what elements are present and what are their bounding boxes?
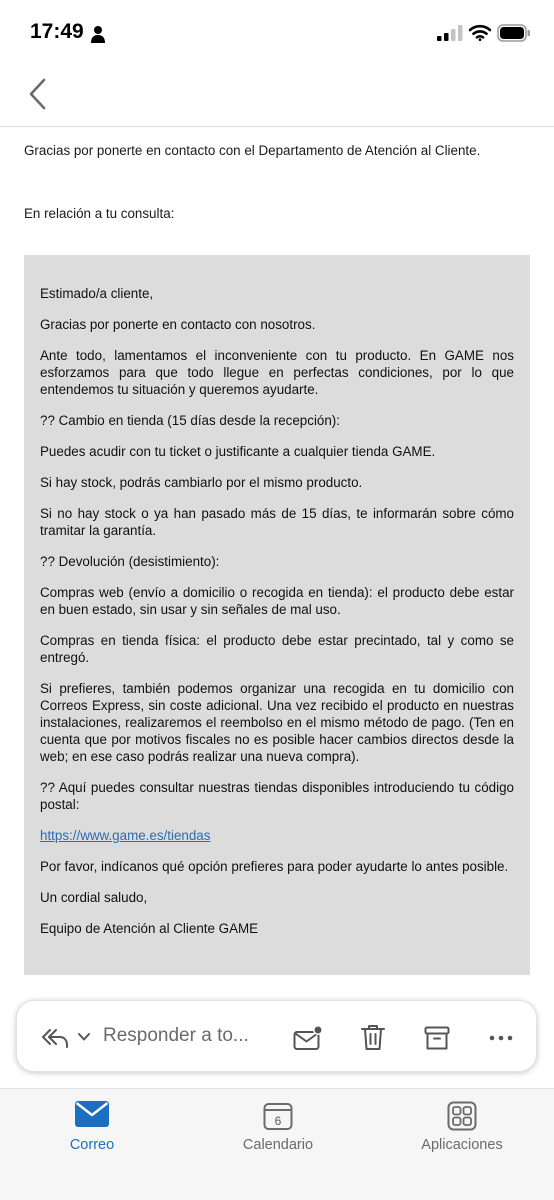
reply-action-bar (16, 1000, 537, 1072)
email-consulta-line: En relación a tu consulta: (24, 206, 175, 221)
tab-mail[interactable] (40, 1089, 144, 1200)
quote-paragraph: Gracias por ponerte en contacto con nosotros. (40, 317, 316, 332)
chevron-down-icon[interactable] (77, 1031, 91, 1043)
back-chevron-icon (24, 76, 58, 112)
wifi-icon (469, 24, 491, 41)
quote-paragraph: Un cordial saludo, (40, 890, 148, 905)
quote-paragraph: Puedes acudir con tu ticket o justificante a cualquier tienda GAME. (40, 444, 436, 459)
tab-calendar[interactable] (226, 1089, 330, 1200)
quote-paragraph: ?? Cambio en tienda (15 días desde la recepción): (40, 413, 340, 428)
reply-all-icon[interactable] (41, 1027, 69, 1049)
quote-paragraph: Si no hay stock o ya han pasado más de 15 días, te informarán sobre cómo tramitar la garantía. (40, 506, 514, 538)
quote-paragraph: Compras en tienda física: el producto debe estar precintado, tal y como se entregó. (40, 633, 514, 665)
quote-paragraph: Estimado/a cliente, (40, 286, 154, 301)
email-body (24, 127, 530, 997)
more-icon[interactable] (489, 1035, 513, 1041)
trash-icon[interactable] (360, 1023, 386, 1051)
quote-paragraph: Por favor, indícanos qué opción prefieres para poder ayudarte lo antes posible. (40, 859, 509, 874)
archive-icon[interactable] (424, 1025, 450, 1051)
mail-icon (75, 1101, 109, 1127)
quote-paragraph: ?? Devolución (desistimiento): (40, 554, 220, 569)
tab-apps-label: Aplicaciones (421, 1137, 503, 1153)
quote-link-paragraph (40, 827, 514, 844)
status-time: 17:49 (30, 20, 84, 43)
status-bar (0, 0, 554, 66)
quote-paragraph: Si hay stock, podrás cambiarlo por el mismo producto. (40, 475, 363, 490)
apps-grid-icon (447, 1101, 477, 1131)
reply-all-input[interactable]: Responder a to... (103, 1025, 249, 1046)
quote-paragraph: Compras web (envío a domicilio o recogida en tienda): el producto debe estar en buen estado, sin usar y sin señales de mal uso. (40, 585, 514, 617)
quote-paragraph: Ante todo, lamentamos el inconveniente con tu producto. En GAME nos esforzamos para que todo llegue en perfectas condiciones, por lo que entendemos tu situación y queremos ayudarte. (40, 348, 514, 397)
quote-paragraph: Equipo de Atención al Cliente GAME (40, 921, 259, 936)
back-button[interactable] (24, 76, 58, 112)
bottom-tab-bar (0, 1088, 554, 1200)
tab-calendar-label: Calendario (242, 1137, 314, 1153)
battery-icon (497, 24, 531, 42)
tab-mail-label: Correo (69, 1137, 115, 1153)
quote-paragraph: ?? Aquí puedes consultar nuestras tiendas disponibles introduciendo tu código postal: (40, 780, 514, 812)
stores-link[interactable]: https://www.game.es/tiendas (40, 828, 211, 843)
signal-icon (437, 25, 463, 41)
mark-unread-icon[interactable] (293, 1025, 323, 1051)
calendar-day-number: 6 (274, 1114, 282, 1128)
quote-paragraph: Si prefieres, también podemos organizar una recogida en tu domicilio con Correos Express, sin coste adicional. Una vez recibido el producto en nuestras instalaciones, realizaremos el reembolso en el mismo método de pago. (Ten en cuenta que por motivos fiscales no es posible hacer cambios directos desde la web; en ese caso podrás realizar una nueva compra). (40, 681, 514, 764)
person-icon (90, 25, 106, 43)
quoted-response (24, 255, 530, 975)
email-intro-line: Gracias por ponerte en contacto con el Departamento de Atención al Cliente. (24, 143, 481, 158)
calendar-icon (263, 1101, 293, 1131)
tab-apps[interactable] (402, 1089, 522, 1200)
